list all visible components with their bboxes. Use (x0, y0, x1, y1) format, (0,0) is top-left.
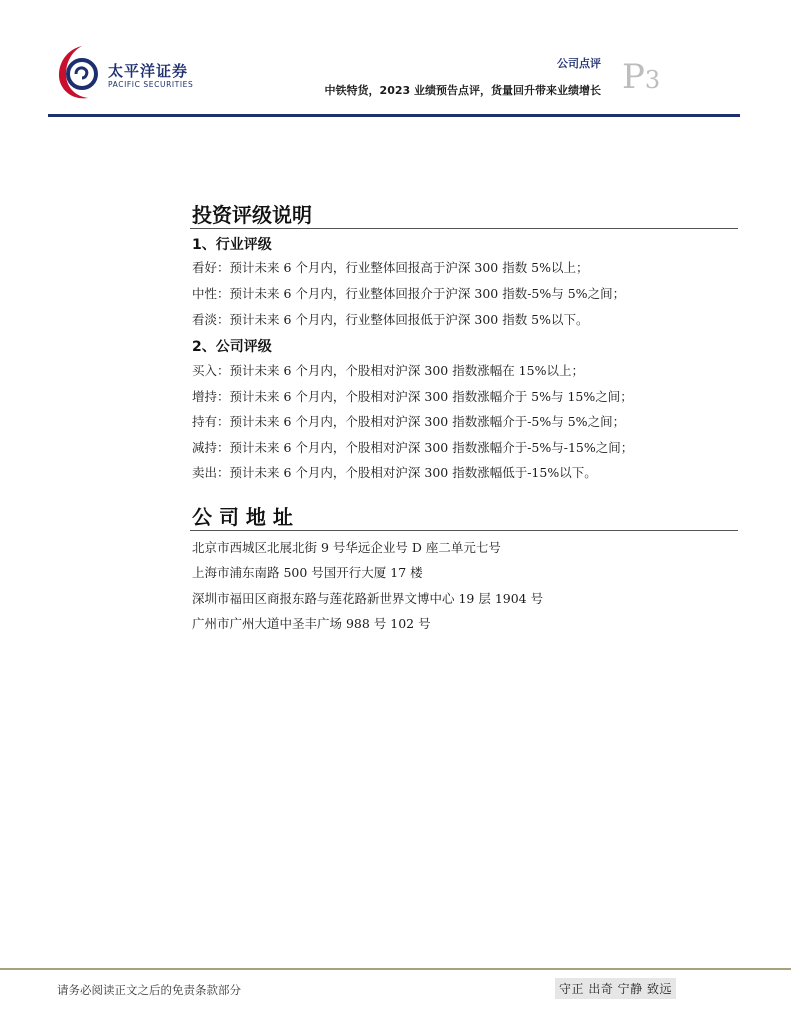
company-rating-item: 增持：预计未来 6 个月内，个股相对沪深 300 指数涨幅介于 5%与 15%之间； (192, 389, 633, 404)
page-number (622, 57, 661, 97)
address-section-divider (190, 530, 738, 531)
rating-section-title: 投资评级说明 (192, 203, 312, 227)
address-item: 上海市浦东南路 500 号国开行大厦 17 楼 (192, 565, 423, 580)
company-rating-item: 卖出：预计未来 6 个月内，个股相对沪深 300 指数涨幅低于-15%以下。 (192, 465, 597, 480)
logo-english-name: PACIFIC SECURITIES (108, 80, 194, 89)
address-item: 深圳市福田区商报东路与莲花路新世界文博中心 19 层 1904 号 (192, 591, 544, 606)
address-section-title: 公 司 地 址 (192, 505, 293, 529)
header-divider (48, 114, 740, 117)
rating-section-divider (190, 228, 738, 229)
footer-disclaimer: 请务必阅读正文之后的免责条款部分 (57, 983, 241, 997)
footer-divider (0, 968, 791, 970)
page-digit: 3 (644, 66, 661, 94)
industry-rating-heading: 1、行业评级 (192, 237, 272, 253)
company-rating-item: 持有：预计未来 6 个月内，个股相对沪深 300 指数涨幅介于-5%与 5%之间； (192, 414, 626, 429)
page-letter: P (622, 57, 645, 97)
industry-rating-item: 中性：预计未来 6 个月内，行业整体回报介于沪深 300 指数-5%与 5%之间； (192, 286, 626, 301)
company-rating-item: 减持：预计未来 6 个月内，个股相对沪深 300 指数涨幅介于-5%与-15%之间； (192, 440, 634, 455)
logo-chinese-name: 太平洋证券 (108, 62, 189, 80)
address-item: 北京市西城区北展北街 9 号华远企业号 D 座二单元七号 (192, 540, 501, 555)
report-type-label: 公司点评 (557, 57, 601, 70)
company-rating-heading: 2、公司评级 (192, 339, 272, 355)
company-rating-item: 买入：预计未来 6 个月内，个股相对沪深 300 指数涨幅在 15%以上； (192, 363, 584, 378)
footer-motto: 守正 出奇 宁静 致远 (555, 978, 676, 999)
logo-emblem-icon (52, 42, 106, 102)
company-logo (52, 42, 212, 102)
address-item: 广州市广州大道中圣丰广场 988 号 102 号 (192, 616, 431, 631)
report-title: 中铁特货，2023 业绩预告点评，货量回升带来业绩增长 (324, 84, 601, 97)
industry-rating-item: 看好：预计未来 6 个月内，行业整体回报高于沪深 300 指数 5%以上； (192, 260, 589, 275)
industry-rating-item: 看淡：预计未来 6 个月内，行业整体回报低于沪深 300 指数 5%以下。 (192, 312, 589, 327)
